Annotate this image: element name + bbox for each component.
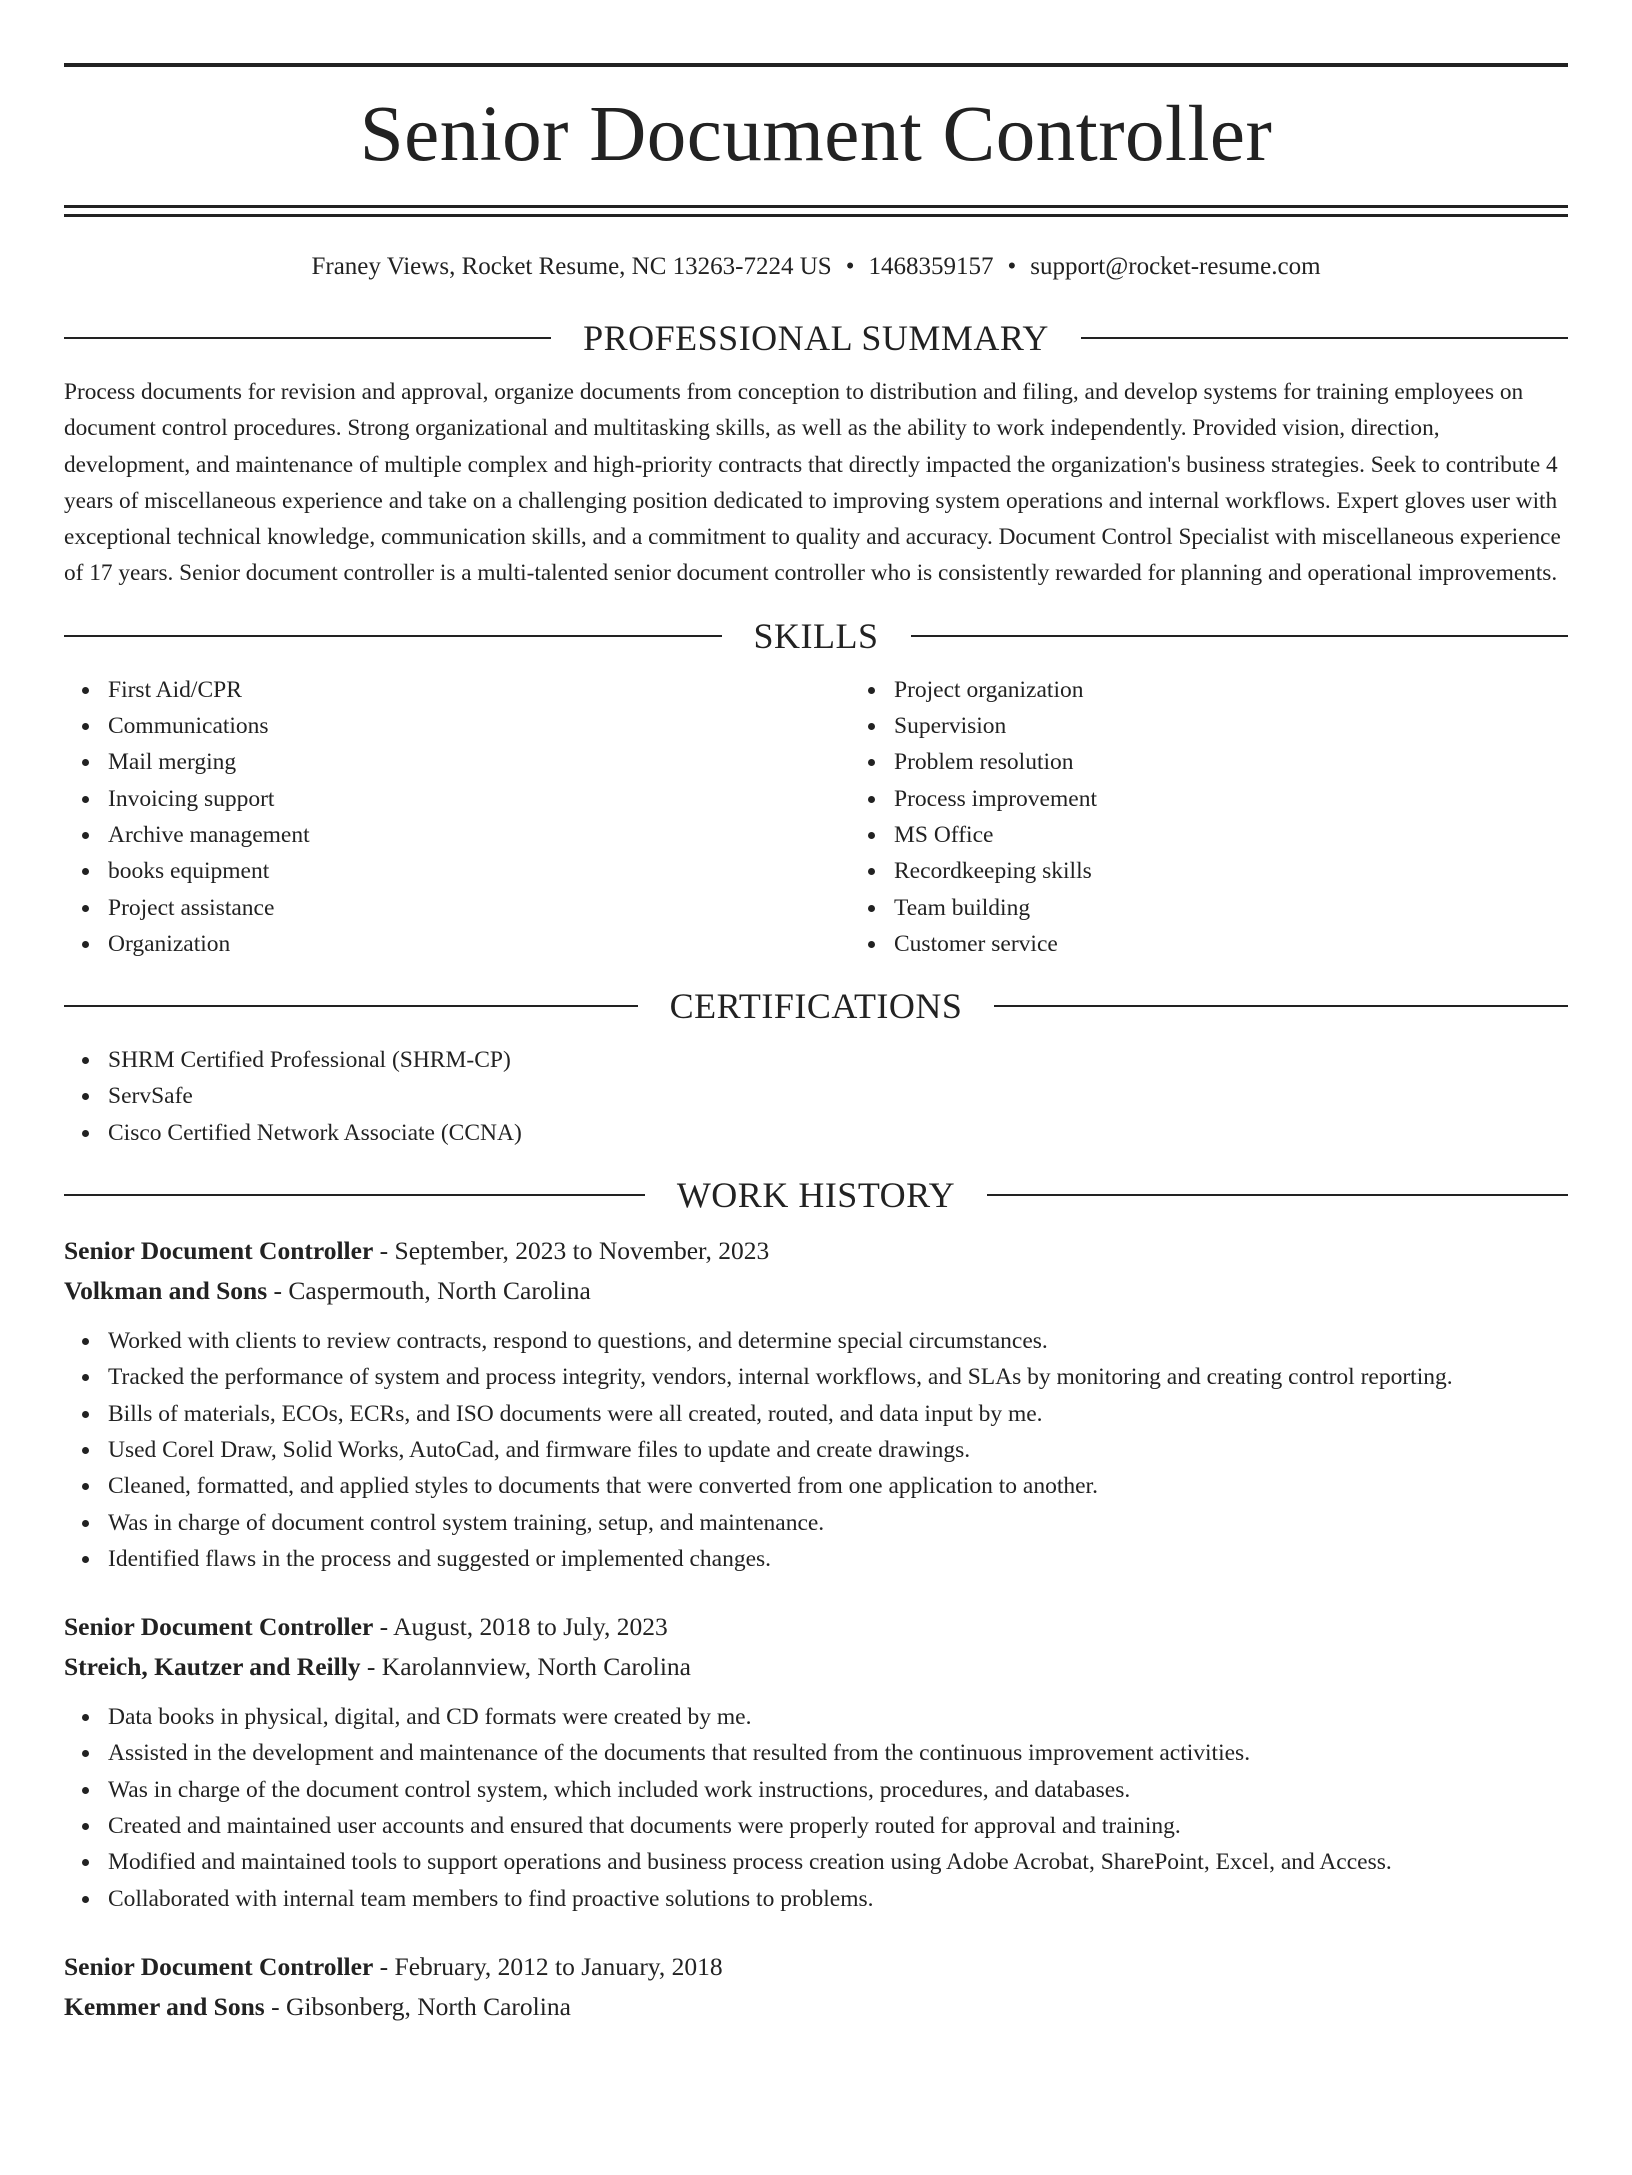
job-title-line: [64, 1947, 1568, 1987]
job-bullet: Assisted in the development and maintenance of the documents that resulted from the continuous improvement activities.: [108, 1735, 1568, 1771]
job-bullet: Identified flaws in the process and suggested or implemented changes.: [108, 1541, 1568, 1577]
job-company: Volkman and Sons: [64, 1276, 268, 1306]
heading-rule-right: [911, 635, 1569, 637]
skill-item: Supervision: [894, 708, 1632, 744]
job-dates: - February, 2012 to January, 2018: [379, 1951, 723, 1981]
job-company-line: [64, 1647, 1568, 1687]
heading-rule-right: [1081, 337, 1568, 339]
contact-email: support@rocket-resume.com: [1030, 253, 1321, 280]
job-title: Senior Document Controller: [64, 1951, 374, 1981]
skill-item: Project organization: [894, 672, 1632, 708]
contact-phone: 1468359157: [868, 253, 994, 280]
job-title-line: [64, 1231, 1568, 1271]
job-location: - Caspermouth, North Carolina: [273, 1276, 591, 1306]
skill-item: Project assistance: [108, 890, 850, 926]
job-bullet: Data books in physical, digital, and CD formats were created by me.: [108, 1699, 1568, 1735]
work-history-heading: [64, 1173, 1568, 1217]
certifications-heading: [64, 984, 1568, 1028]
skill-item: Mail merging: [108, 744, 850, 780]
job-location: - Karolannview, North Carolina: [366, 1652, 692, 1682]
heading-rule-left: [64, 1194, 645, 1196]
heading-rule-left: [64, 1005, 638, 1007]
resume-page: [0, 63, 1632, 2175]
heading-rule-left: [64, 337, 551, 339]
certification-item: ServSafe: [108, 1078, 1568, 1114]
work-history-heading-text: WORK HISTORY: [676, 1175, 956, 1216]
skill-item: Organization: [108, 926, 850, 962]
header-top-rule: [64, 63, 1568, 67]
skill-item: Communications: [108, 708, 850, 744]
job-entry: [64, 1947, 1568, 2027]
skill-item: Invoicing support: [108, 781, 850, 817]
job-bullet: Tracked the performance of system and process integrity, vendors, internal workflows, and SLAs by monitoring and creating control reporting.: [108, 1359, 1568, 1395]
job-dates: - August, 2018 to July, 2023: [379, 1612, 668, 1642]
skill-item: Customer service: [894, 926, 1632, 962]
job-location: - Gibsonberg, North Carolina: [271, 1991, 571, 2021]
skills-list-left: [64, 672, 850, 962]
summary-text: Process documents for revision and approval, organize documents from conception to distribution and filing, and develop systems for training employees on document control procedures. Strong organizational and multitasking skills, as well as the ability to work independently. Provided vision, direction, development, and maintenance of multiple complex and high-priority contracts that directly impacted the organization's business strategies. Seek to contribute 4 years of miscellaneous experience and take on a challenging position dedicated to improving system operations and internal workflows. Expert gloves user with exceptional technical knowledge, communication skills, and a commitment to quality and accuracy. Document Control Specialist with miscellaneous experience of 17 years. Senior document controller is a multi-talented senior document controller who is consistently rewarded for planning and operational improvements.: [64, 379, 1561, 587]
job-dates: - September, 2023 to November, 2023: [379, 1236, 770, 1266]
contact-separator: •: [1007, 253, 1017, 280]
job-bullet: Worked with clients to review contracts, respond to questions, and determine special circumstances.: [108, 1323, 1568, 1359]
skill-item: books equipment: [108, 853, 850, 889]
job-bullet: Bills of materials, ECOs, ECRs, and ISO documents were all created, routed, and data input by me.: [108, 1396, 1568, 1432]
summary-heading: [64, 316, 1568, 360]
certifications-list: [64, 1042, 1568, 1151]
skills-heading: [64, 614, 1568, 658]
resume-name: Senior Document Controller: [359, 91, 1273, 178]
skill-item: Archive management: [108, 817, 850, 853]
heading-rule-right: [987, 1194, 1568, 1196]
job-entry: [64, 1231, 1568, 1577]
job-title-line: [64, 1607, 1568, 1647]
job-entry: [64, 1607, 1568, 1917]
job-title: Senior Document Controller: [64, 1236, 374, 1266]
contact-line: [64, 252, 1568, 282]
skill-item: Recordkeeping skills: [894, 853, 1632, 889]
job-bullet: Was in charge of document control system training, setup, and maintenance.: [108, 1505, 1568, 1541]
summary-heading-text: PROFESSIONAL SUMMARY: [583, 318, 1049, 358]
certification-item: Cisco Certified Network Associate (CCNA): [108, 1115, 1568, 1151]
job-bullet: Used Corel Draw, Solid Works, AutoCad, and firmware files to update and create drawings.: [108, 1432, 1568, 1468]
skill-item: Process improvement: [894, 781, 1632, 817]
contact-address: Franey Views, Rocket Resume, NC 13263-7224 US: [311, 253, 832, 280]
job-company-line: [64, 1271, 1568, 1311]
job-company: Kemmer and Sons: [64, 1991, 265, 2021]
skills-heading-text: SKILLS: [753, 615, 879, 656]
job-bullets: [64, 1699, 1568, 1917]
job-bullet: Collaborated with internal team members to find proactive solutions to problems.: [108, 1881, 1568, 1917]
header-double-rule: [64, 205, 1568, 217]
skills-grid: [64, 672, 1568, 962]
certifications-heading-text: CERTIFICATIONS: [669, 986, 963, 1027]
job-company: Streich, Kautzer and Reilly: [64, 1652, 361, 1682]
skill-item: First Aid/CPR: [108, 672, 850, 708]
skills-list-right: [850, 672, 1632, 962]
skill-item: Team building: [894, 890, 1632, 926]
job-title: Senior Document Controller: [64, 1612, 374, 1642]
skill-item: Problem resolution: [894, 744, 1632, 780]
job-bullet: Was in charge of the document control system, which included work instructions, procedures, and databases.: [108, 1772, 1568, 1808]
job-bullet: Modified and maintained tools to support operations and business process creation using Adobe Acrobat, SharePoint, Excel, and Access.: [108, 1844, 1568, 1880]
certification-item: SHRM Certified Professional (SHRM-CP): [108, 1042, 1568, 1078]
job-company-line: [64, 1987, 1568, 2027]
job-bullets: [64, 1323, 1568, 1577]
job-bullet: Created and maintained user accounts and ensured that documents were properly routed for approval and training.: [108, 1808, 1568, 1844]
contact-separator: •: [845, 253, 855, 280]
heading-rule-right: [994, 1005, 1568, 1007]
skill-item: MS Office: [894, 817, 1632, 853]
heading-rule-left: [64, 635, 722, 637]
job-bullet: Cleaned, formatted, and applied styles to documents that were converted from one application to another.: [108, 1468, 1568, 1504]
